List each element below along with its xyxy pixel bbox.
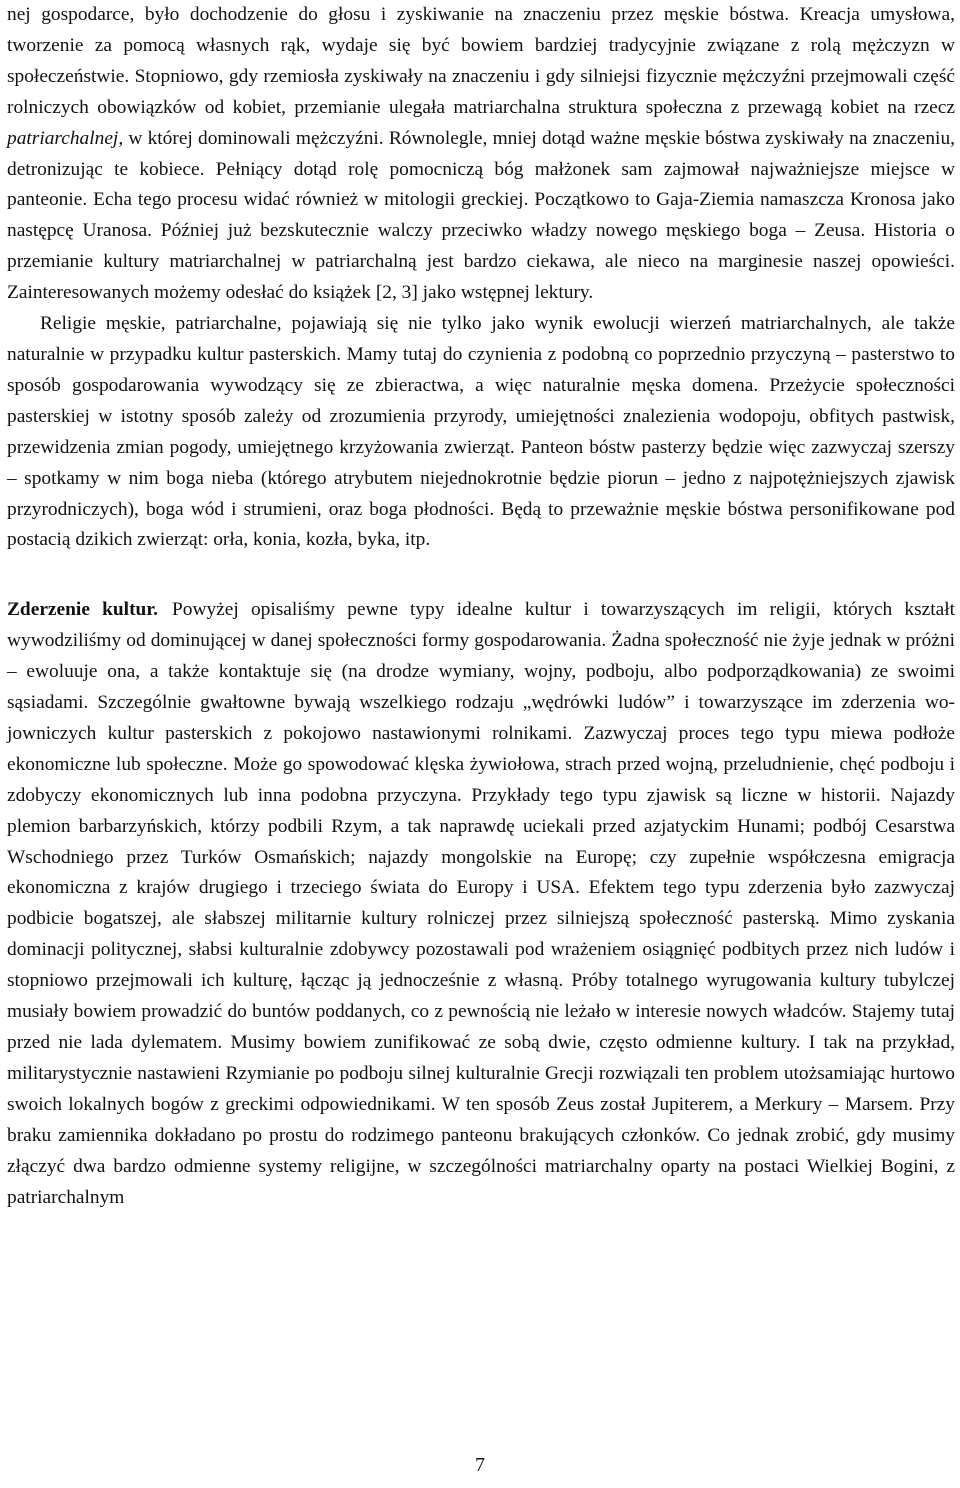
paragraph-matriarchy — [7, 0, 955, 309]
paragraph-pastoral-religions — [7, 309, 955, 556]
paragraph-text: nej gospodarce, było dochodzenie do głosu i zyskiwanie na znaczeniu przez męskie bóstwa. Kreacja umysłowa, tworzenie za pomocą własnych rąk, wydaje się być bowiem bardziej tradycyjnie związane z rolą mężczyzn w społeczeństwie. Stopniowo, gdy rzemiosła zyskiwały na znaczeniu i gdy silniejsi fizycznie mężczyźni przejmowali część rolniczych obowiązków od kobiet, przemianie ulegała matriarchalna struktura społeczna z przewagą kobiet na rzecz — [7, 4, 955, 118]
section-heading: Zderzenie kultur. — [7, 599, 158, 621]
emphasized-term: patriarchalnej — [7, 127, 119, 149]
document-page — [7, 0, 955, 1213]
paragraph-text-continued: , w której dominowali mężczyźni. Równolegle, mniej dotąd ważne męskie bóstwa zyskiwały na znaczeniu, detronizując te kobiece. Pełniący dotąd rolę pomocniczą bóg małżonek sam zajmował najważniejsze miejsce w panteonie. Echa tego procesu widać również w mitologii greckiej. Początkowo to Gaja-Ziemia namaszcza Kronosa jako następcę Uranosa. Później już bezskutecznie walczy przeciwko władzy nowego męskiego boga – Zeusa. Historia o przemianie kultury matriarchalnej w patriarchalną jest bardzo ciekawa, ale nieco na marginesie naszej opowieści. Zainteresowanych możemy odesłać do książek [2, 3] jako wstępnej lektury. — [7, 127, 955, 304]
section-clash-of-cultures — [7, 595, 955, 1213]
paragraph-text: Religie męskie, patriarchalne, pojawiają się nie tylko jako wynik ewolucji wierzeń matriarchalnych, ale także naturalnie w przypadku kultur pasterskich. Mamy tutaj do czynienia z podobną co poprzednio przyczyną – pasterstwo to sposób gospodarowania wywodzący się ze zbieractwa, a więc naturalnie męska domena. Przeżycie społeczności pasterskiej w istotny sposób zależy od zrozumienia przyrody, umiejętności znalezienia wodopoju, obfitych pastwisk, przewidzenia zmian pogody, umiejętnego krzyżowania zwierząt. Panteon bóstw pasterzy będzie więc zazwyczaj szerszy – spotkamy w nim boga nieba (którego atrybutem niejednokrotnie będzie piorun – jedno z najpotężniejszych zjawisk przyrodniczych), boga wód i strumieni, oraz boga płodności. Będą to przeważnie męskie bóstwa personifikowane pod postacią dzikich zwierząt: orła, konia, kozła, byka, itp. — [7, 313, 955, 551]
page-number: 7 — [475, 1454, 485, 1476]
section-text: Powyżej opisaliśmy pewne typy idealne kultur i towarzyszących im religii, których kształt wywodziliśmy od dominującej w danej społeczności formy gospodarowania. Żadna społeczność nie żyje jednak w próżni – ewoluuje ona, a także kontaktuje się (na drodze wymiany, wojny, podboju, albo podporządkowania) ze swoimi sąsiadami. Szczególnie gwałtowne bywają wszelkiego rodzaju „wędrówki ludów” i towarzyszące im zderzenia wojowniczych kultur pasterskich z pokojowo nastawionymi rolnikami. Zazwyczaj proces tego typu miewa podłoże ekonomiczne lub społeczne. Może go spowodować klęska żywiołowa, strach przed wojną, przeludnienie, chęć podboju i zdobyczy ekonomicznych lub inna podobna przyczyna. Przykłady tego typu zjawisk są liczne w historii. Najazdy plemion barbarzyńskich, którzy podbili Rzym, a tak naprawdę uciekali przed azjatyckim Hunami; podbój Cesarstwa Wschodniego przez Turków Osmańskich; najazdy mongolskie na Europę; czy zupełnie współczesna emigracja ekonomiczna z krajów drugiego i trzeciego świata do Europy i USA. Efektem tego typu zderzenia było zazwyczaj podbicie bogatszej, ale słabszej militarnie kultury rolniczej przez silniejszą społeczność pasterską. Mimo zyskania dominacji politycznej, słabsi kulturalnie zdobywcy pozostawali pod wrażeniem osiągnięć podbitych przez nich ludów i stopniowo przejmowali ich kulturę, łącząc ją jednocześnie z własną. Próby totalnego wyrugowania kultury tubylczej musiały bowiem prowadzić do buntów poddanych, co z pewnością nie leżało w interesie nowych władców. Stajemy tutaj przed nie lada dylematem. Musimy bowiem zunifikować ze sobą dwie, często odmienne kultury. I tak na przykład, militarystycznie nastawieni Rzymianie po podboju silnej kulturalnie Grecji rozwiązali ten problem utożsamiając hurtowo swoich lokalnych bogów z greckimi odpowiednikami. W ten sposób Zeus został Jupiterem, a Merkury – Marsem. Przy braku zamiennika dokładano po prostu do rodzimego panteonu brakujących członków. Co jednak zrobić, gdy musimy złączyć dwa bardzo odmienne systemy religijne, w szczególności matriarchalny oparty na postaci Wielkiej Bogini, z patriarchalnym — [7, 599, 956, 1208]
